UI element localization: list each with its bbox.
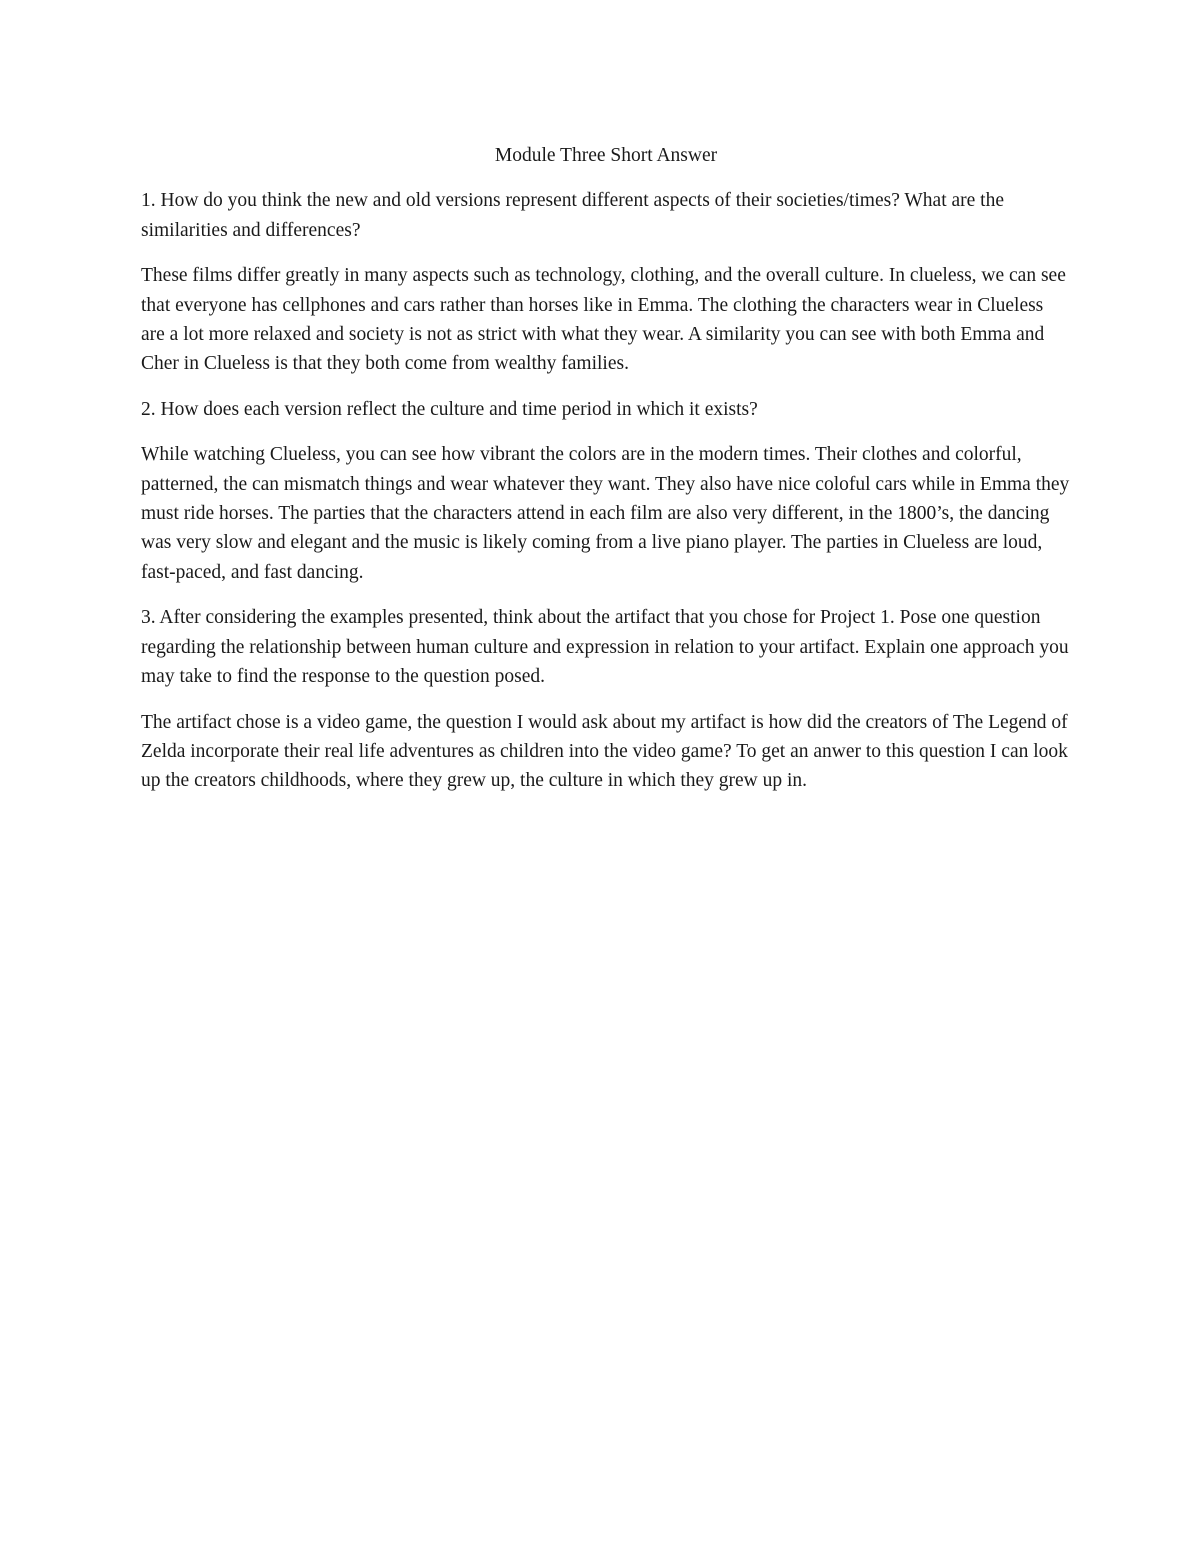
answer-2: While watching Clueless, you can see how vibrant the colors are in the modern times. Their clothes and colorful, patterned, the can mismatch things and wear whatever they want. They also have nice coloful cars while in Emma they must ride horses. The parties that the characters attend in each film are also very different, in the 1800’s, the dancing was very slow and elegant and the music is likely coming from a live piano player. The parties in Clueless are loud, fast-paced, and fast dancing.	[141, 444, 1070, 583]
question-1: 1. How do you think the new and old versions represent different aspects of their societies/times? What are the similarities and differences?	[141, 190, 1004, 241]
document-title: Module Three Short Answer	[494, 145, 718, 166]
document-body	[141, 141, 1071, 812]
question-3: 3. After considering the examples presented, think about the artifact that you chose for Project 1. Pose one question regarding the relationship between human culture and expression in relation to your artifact. Explain one approach you may take to find the response to the question posed.	[141, 607, 1069, 688]
answer-1: These films differ greatly in many aspects such as technology, clothing, and the overall culture. In clueless, we can see that everyone has cellphones and cars rather than horses like in Emma. The clothing the characters wear in Clueless are a lot more relaxed and society is not as strict with what they wear. A similarity you can see with both Emma and Cher in Clueless is that they both come from wealthy families.	[141, 265, 1066, 375]
question-2: 2. How does each version reflect the culture and time period in which it exists?	[141, 398, 758, 420]
answer-3: The artifact chose is a video game, the question I would ask about my artifact is how did the creators of The Legend of Zelda incorporate their real life adventures as children into the video game? To get an anwer to this question I can look up the creators childhoods, where they grew up, the culture in which they grew up in.	[141, 711, 1068, 792]
